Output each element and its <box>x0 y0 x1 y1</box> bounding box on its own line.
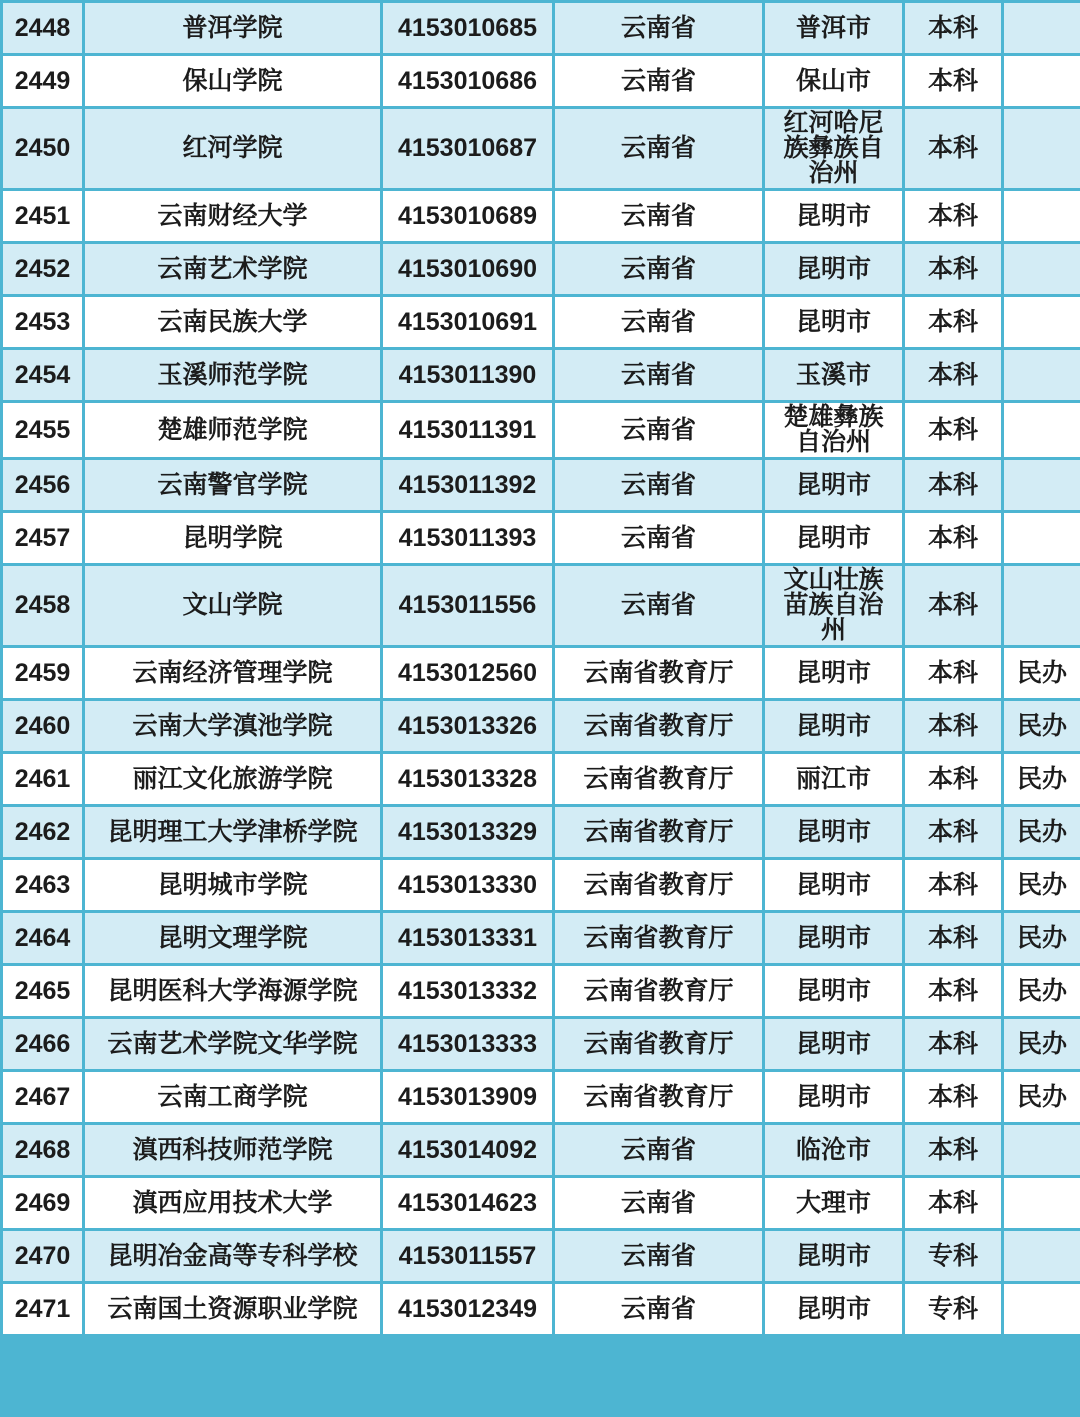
cell-name: 滇西科技师范学院 <box>84 1124 382 1177</box>
cell-note: 民办 <box>1003 700 1080 753</box>
cell-authority: 云南省 <box>554 1283 764 1336</box>
cell-level: 本科 <box>904 459 1003 512</box>
cell-level: 本科 <box>904 647 1003 700</box>
cell-note: 民办 <box>1003 859 1080 912</box>
cell-code: 4153013331 <box>382 912 554 965</box>
cell-city: 昆明市 <box>764 806 904 859</box>
cell-level: 本科 <box>904 1177 1003 1230</box>
cell-city: 文山壮族苗族自治州 <box>764 565 904 647</box>
table-row <box>2 912 1080 965</box>
table-row <box>2 700 1080 753</box>
cell-city: 楚雄彝族自治州 <box>764 402 904 459</box>
cell-num: 2468 <box>2 1124 84 1177</box>
cell-city: 昆明市 <box>764 965 904 1018</box>
cell-name: 昆明城市学院 <box>84 859 382 912</box>
cell-num: 2451 <box>2 190 84 243</box>
cell-level: 本科 <box>904 1071 1003 1124</box>
cell-code: 4153012560 <box>382 647 554 700</box>
table-row <box>2 2 1080 55</box>
cell-city: 昆明市 <box>764 190 904 243</box>
university-table-body <box>2 2 1080 1336</box>
cell-code: 4153010685 <box>382 2 554 55</box>
cell-authority: 云南省教育厅 <box>554 753 764 806</box>
cell-level: 本科 <box>904 190 1003 243</box>
table-row <box>2 1230 1080 1283</box>
cell-code: 4153010691 <box>382 296 554 349</box>
cell-num: 2455 <box>2 402 84 459</box>
cell-name: 云南财经大学 <box>84 190 382 243</box>
cell-level: 本科 <box>904 512 1003 565</box>
table-row <box>2 1177 1080 1230</box>
cell-name: 普洱学院 <box>84 2 382 55</box>
cell-name: 昆明理工大学津桥学院 <box>84 806 382 859</box>
cell-city: 昆明市 <box>764 459 904 512</box>
cell-level: 本科 <box>904 243 1003 296</box>
cell-note <box>1003 2 1080 55</box>
cell-note: 民办 <box>1003 1018 1080 1071</box>
cell-note: 民办 <box>1003 647 1080 700</box>
cell-note <box>1003 459 1080 512</box>
cell-city: 保山市 <box>764 55 904 108</box>
cell-code: 4153011390 <box>382 349 554 402</box>
cell-level: 专科 <box>904 1230 1003 1283</box>
cell-city: 昆明市 <box>764 296 904 349</box>
cell-name: 昆明文理学院 <box>84 912 382 965</box>
cell-level: 本科 <box>904 859 1003 912</box>
cell-authority: 云南省 <box>554 512 764 565</box>
cell-level: 本科 <box>904 965 1003 1018</box>
cell-note <box>1003 55 1080 108</box>
table-row <box>2 402 1080 459</box>
cell-code: 4153011393 <box>382 512 554 565</box>
cell-code: 4153013330 <box>382 859 554 912</box>
cell-code: 4153010690 <box>382 243 554 296</box>
cell-authority: 云南省 <box>554 243 764 296</box>
table-row <box>2 1071 1080 1124</box>
cell-name: 云南经济管理学院 <box>84 647 382 700</box>
table-row <box>2 1124 1080 1177</box>
cell-city: 玉溪市 <box>764 349 904 402</box>
cell-note: 民办 <box>1003 753 1080 806</box>
cell-authority: 云南省教育厅 <box>554 700 764 753</box>
cell-note <box>1003 1124 1080 1177</box>
cell-code: 4153014092 <box>382 1124 554 1177</box>
cell-num: 2450 <box>2 108 84 190</box>
cell-city: 临沧市 <box>764 1124 904 1177</box>
cell-authority: 云南省教育厅 <box>554 859 764 912</box>
table-row <box>2 1283 1080 1336</box>
cell-name: 昆明学院 <box>84 512 382 565</box>
cell-num: 2469 <box>2 1177 84 1230</box>
cell-num: 2464 <box>2 912 84 965</box>
table-row <box>2 565 1080 647</box>
cell-level: 本科 <box>904 1018 1003 1071</box>
table-row <box>2 349 1080 402</box>
cell-num: 2448 <box>2 2 84 55</box>
cell-note <box>1003 1230 1080 1283</box>
cell-num: 2461 <box>2 753 84 806</box>
table-row <box>2 243 1080 296</box>
table-row <box>2 55 1080 108</box>
cell-name: 昆明医科大学海源学院 <box>84 965 382 1018</box>
cell-level: 本科 <box>904 700 1003 753</box>
cell-city: 红河哈尼族彝族自治州 <box>764 108 904 190</box>
cell-name: 楚雄师范学院 <box>84 402 382 459</box>
cell-level: 本科 <box>904 349 1003 402</box>
cell-code: 4153010686 <box>382 55 554 108</box>
cell-city: 大理市 <box>764 1177 904 1230</box>
cell-city: 丽江市 <box>764 753 904 806</box>
cell-city: 昆明市 <box>764 1230 904 1283</box>
cell-num: 2449 <box>2 55 84 108</box>
cell-code: 4153011557 <box>382 1230 554 1283</box>
table-row <box>2 108 1080 190</box>
table-row <box>2 1018 1080 1071</box>
cell-num: 2467 <box>2 1071 84 1124</box>
cell-code: 4153012349 <box>382 1283 554 1336</box>
cell-code: 4153010687 <box>382 108 554 190</box>
cell-city: 昆明市 <box>764 1071 904 1124</box>
table-row <box>2 859 1080 912</box>
cell-num: 2462 <box>2 806 84 859</box>
cell-authority: 云南省 <box>554 459 764 512</box>
cell-authority: 云南省 <box>554 565 764 647</box>
cell-city: 昆明市 <box>764 512 904 565</box>
cell-num: 2457 <box>2 512 84 565</box>
cell-name: 云南警官学院 <box>84 459 382 512</box>
cell-num: 2454 <box>2 349 84 402</box>
table-row <box>2 190 1080 243</box>
cell-level: 本科 <box>904 806 1003 859</box>
cell-code: 4153011391 <box>382 402 554 459</box>
cell-note <box>1003 243 1080 296</box>
cell-num: 2470 <box>2 1230 84 1283</box>
cell-note <box>1003 296 1080 349</box>
cell-city: 昆明市 <box>764 1283 904 1336</box>
cell-note: 民办 <box>1003 1071 1080 1124</box>
cell-note <box>1003 1177 1080 1230</box>
cell-city: 昆明市 <box>764 1018 904 1071</box>
table-row <box>2 459 1080 512</box>
cell-authority: 云南省 <box>554 1124 764 1177</box>
cell-authority: 云南省教育厅 <box>554 912 764 965</box>
cell-level: 本科 <box>904 565 1003 647</box>
cell-num: 2465 <box>2 965 84 1018</box>
cell-code: 4153014623 <box>382 1177 554 1230</box>
table-row <box>2 965 1080 1018</box>
cell-level: 本科 <box>904 753 1003 806</box>
cell-note <box>1003 1283 1080 1336</box>
cell-city: 昆明市 <box>764 700 904 753</box>
table-row <box>2 512 1080 565</box>
cell-num: 2466 <box>2 1018 84 1071</box>
cell-code: 4153013909 <box>382 1071 554 1124</box>
cell-name: 云南艺术学院 <box>84 243 382 296</box>
cell-name: 红河学院 <box>84 108 382 190</box>
cell-code: 4153013333 <box>382 1018 554 1071</box>
cell-authority: 云南省教育厅 <box>554 806 764 859</box>
cell-authority: 云南省教育厅 <box>554 1018 764 1071</box>
cell-name: 滇西应用技术大学 <box>84 1177 382 1230</box>
cell-note: 民办 <box>1003 912 1080 965</box>
cell-authority: 云南省 <box>554 1230 764 1283</box>
cell-code: 4153013326 <box>382 700 554 753</box>
cell-city: 普洱市 <box>764 2 904 55</box>
cell-level: 本科 <box>904 55 1003 108</box>
cell-level: 本科 <box>904 402 1003 459</box>
cell-name: 昆明冶金高等专科学校 <box>84 1230 382 1283</box>
cell-note <box>1003 349 1080 402</box>
table-row <box>2 647 1080 700</box>
table-row <box>2 296 1080 349</box>
cell-city: 昆明市 <box>764 859 904 912</box>
cell-code: 4153013332 <box>382 965 554 1018</box>
cell-authority: 云南省 <box>554 190 764 243</box>
cell-code: 4153011392 <box>382 459 554 512</box>
cell-name: 云南国土资源职业学院 <box>84 1283 382 1336</box>
cell-code: 4153013329 <box>382 806 554 859</box>
cell-num: 2452 <box>2 243 84 296</box>
cell-name: 丽江文化旅游学院 <box>84 753 382 806</box>
cell-name: 玉溪师范学院 <box>84 349 382 402</box>
cell-num: 2463 <box>2 859 84 912</box>
cell-num: 2456 <box>2 459 84 512</box>
cell-code: 4153013328 <box>382 753 554 806</box>
cell-level: 本科 <box>904 912 1003 965</box>
cell-note <box>1003 402 1080 459</box>
cell-name: 云南艺术学院文华学院 <box>84 1018 382 1071</box>
cell-note <box>1003 108 1080 190</box>
table-row <box>2 753 1080 806</box>
cell-authority: 云南省 <box>554 55 764 108</box>
cell-authority: 云南省 <box>554 2 764 55</box>
cell-level: 本科 <box>904 2 1003 55</box>
cell-level: 本科 <box>904 296 1003 349</box>
cell-num: 2460 <box>2 700 84 753</box>
cell-authority: 云南省 <box>554 296 764 349</box>
cell-code: 4153010689 <box>382 190 554 243</box>
cell-name: 云南大学滇池学院 <box>84 700 382 753</box>
cell-name: 云南工商学院 <box>84 1071 382 1124</box>
cell-num: 2458 <box>2 565 84 647</box>
cell-name: 保山学院 <box>84 55 382 108</box>
cell-num: 2459 <box>2 647 84 700</box>
cell-note: 民办 <box>1003 965 1080 1018</box>
cell-authority: 云南省 <box>554 402 764 459</box>
cell-note <box>1003 512 1080 565</box>
cell-city: 昆明市 <box>764 243 904 296</box>
cell-num: 2453 <box>2 296 84 349</box>
cell-name: 云南民族大学 <box>84 296 382 349</box>
cell-level: 本科 <box>904 1124 1003 1177</box>
cell-authority: 云南省 <box>554 1177 764 1230</box>
cell-note: 民办 <box>1003 806 1080 859</box>
table-row <box>2 806 1080 859</box>
cell-authority: 云南省 <box>554 349 764 402</box>
cell-level: 本科 <box>904 108 1003 190</box>
cell-authority: 云南省教育厅 <box>554 647 764 700</box>
cell-authority: 云南省 <box>554 108 764 190</box>
cell-num: 2471 <box>2 1283 84 1336</box>
cell-city: 昆明市 <box>764 647 904 700</box>
cell-city: 昆明市 <box>764 912 904 965</box>
cell-name: 文山学院 <box>84 565 382 647</box>
cell-code: 4153011556 <box>382 565 554 647</box>
cell-note <box>1003 565 1080 647</box>
cell-note <box>1003 190 1080 243</box>
cell-authority: 云南省教育厅 <box>554 1071 764 1124</box>
cell-level: 专科 <box>904 1283 1003 1336</box>
cell-authority: 云南省教育厅 <box>554 965 764 1018</box>
